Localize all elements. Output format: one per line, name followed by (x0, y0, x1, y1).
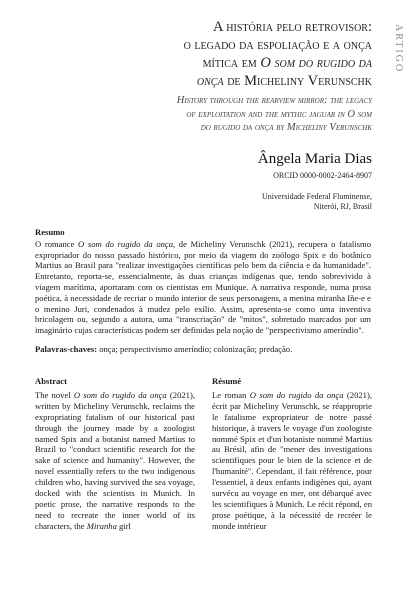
affiliation (122, 192, 372, 212)
title-line: A história pelo retrovisor: (212, 19, 372, 35)
affiliation-line: Universidade Federal Fluminense, (262, 192, 372, 201)
article-title (42, 18, 372, 135)
body-text: , de Micheliny Verunschk (2021), recupera o fatalismo expropriador do nosso passado histórico, por meio da viagem do zoólogo Spix e do botânico Martius ao Brasil para "realizar investigações científicas pelo bem da ciência e da humanidade". Entretanto, reporta-se, essencialmente, às duas crianças indígenas que, tendo sobrevivido à viagem marítima, aportaram com os cientistas em Munique. A narrativa responde, numa prosa poética, à necessidade de recriar o mundo interior de seus personagens, a menina miranha Iñe-e e o menino Juri, condenados à mudez pelo exílio. Assim, apresenta-se como uma inventiva bricolagem ou, segundo a autora, uma "transcriação" de "mitos", sobretudo marcados por um imaginário cujas características podem ser definidas pela noção de "perspectivismo ameríndio". (35, 238, 372, 336)
title-line (42, 54, 372, 72)
title-text: mítica em (202, 55, 261, 71)
abstract-section (35, 376, 195, 532)
body-text: Le roman (212, 389, 250, 400)
resume-heading: Résumé (212, 376, 242, 386)
body-text: (2021), written by Micheliny Verunschk, reclaims the expropriating fatalism of our historical past through the journey made by a zoologist named Spix and a botanist named Martius to Brazil to "conduct scientific research for the sake of science and humanity". However, the novel essentially refers to the two indigenous children who, having survived the sea voyage, docked with the scientists in Munich. In poetic prose, the narrative responds to the need to recreate the inner world of its characters, the (35, 389, 195, 531)
title-line: History through the rearview mirror: the legacy (176, 95, 372, 106)
title-text: de Micheliny Verunschk (223, 73, 372, 89)
body-text: girl (116, 520, 131, 531)
book-title: O som do rugido da onça (249, 389, 344, 400)
italic-term: Miranha (86, 520, 117, 531)
author-name: Ângela Maria Dias (257, 151, 372, 167)
title-line: do rugido da onça by Micheliny Verunschk (200, 122, 372, 133)
book-title: O som do rugido da onça (73, 389, 167, 400)
keywords-list: onça; perspectivismo ameríndio; colonização; predação. (97, 343, 293, 354)
book-title: O som do rugido da onça (78, 238, 174, 249)
keywords-label: Palavras-chaves: (35, 343, 98, 354)
keywords (35, 344, 371, 355)
abstract-heading: Abstract (35, 376, 67, 386)
title-portuguese (42, 18, 372, 90)
resumo-section (35, 227, 371, 355)
orcid-id: ORCID 0000-0002-2464-8907 (273, 171, 372, 180)
author-block (122, 150, 372, 212)
title-book-name: O som do rugido da (260, 55, 372, 71)
abstract-body (35, 390, 195, 532)
resume-section (212, 376, 372, 532)
title-book-name: onça (196, 73, 224, 89)
title-english (42, 94, 372, 135)
body-text: (2021), écrit par Micheliny Verunschk, se réapproprie le fatalisme expropriateur de notre passé historique, à travers le voyage d'un zoologiste nommé Spix et d'un botaniste nommé Martius au Brésil, afin de "mener des investigations scientifiques pour le bien de la science et de l'humanité". Cependant, il fait référence, pour l'essentiel, à deux enfants indigènes qui, ayant survécu au voyage en mer, ont débarqué avec les scientifiques à Munich. Le récit répond, en prose poétique, à la nécessité de recréer le monde intérieur (212, 389, 372, 531)
title-line (42, 72, 372, 90)
title-line: of exploitation and the mythic jaguar in O som (186, 108, 372, 120)
body-text: The novel (35, 389, 74, 400)
resume-body (212, 390, 372, 532)
affiliation-line: Niterói, RJ, Brasil (313, 202, 372, 211)
resumo-heading: Resumo (35, 227, 65, 237)
title-line: o legado da espoliação e a onça (183, 37, 372, 53)
section-tag: ARTIGO (393, 24, 404, 74)
resumo-body (35, 239, 371, 336)
body-text: O romance (35, 238, 79, 249)
